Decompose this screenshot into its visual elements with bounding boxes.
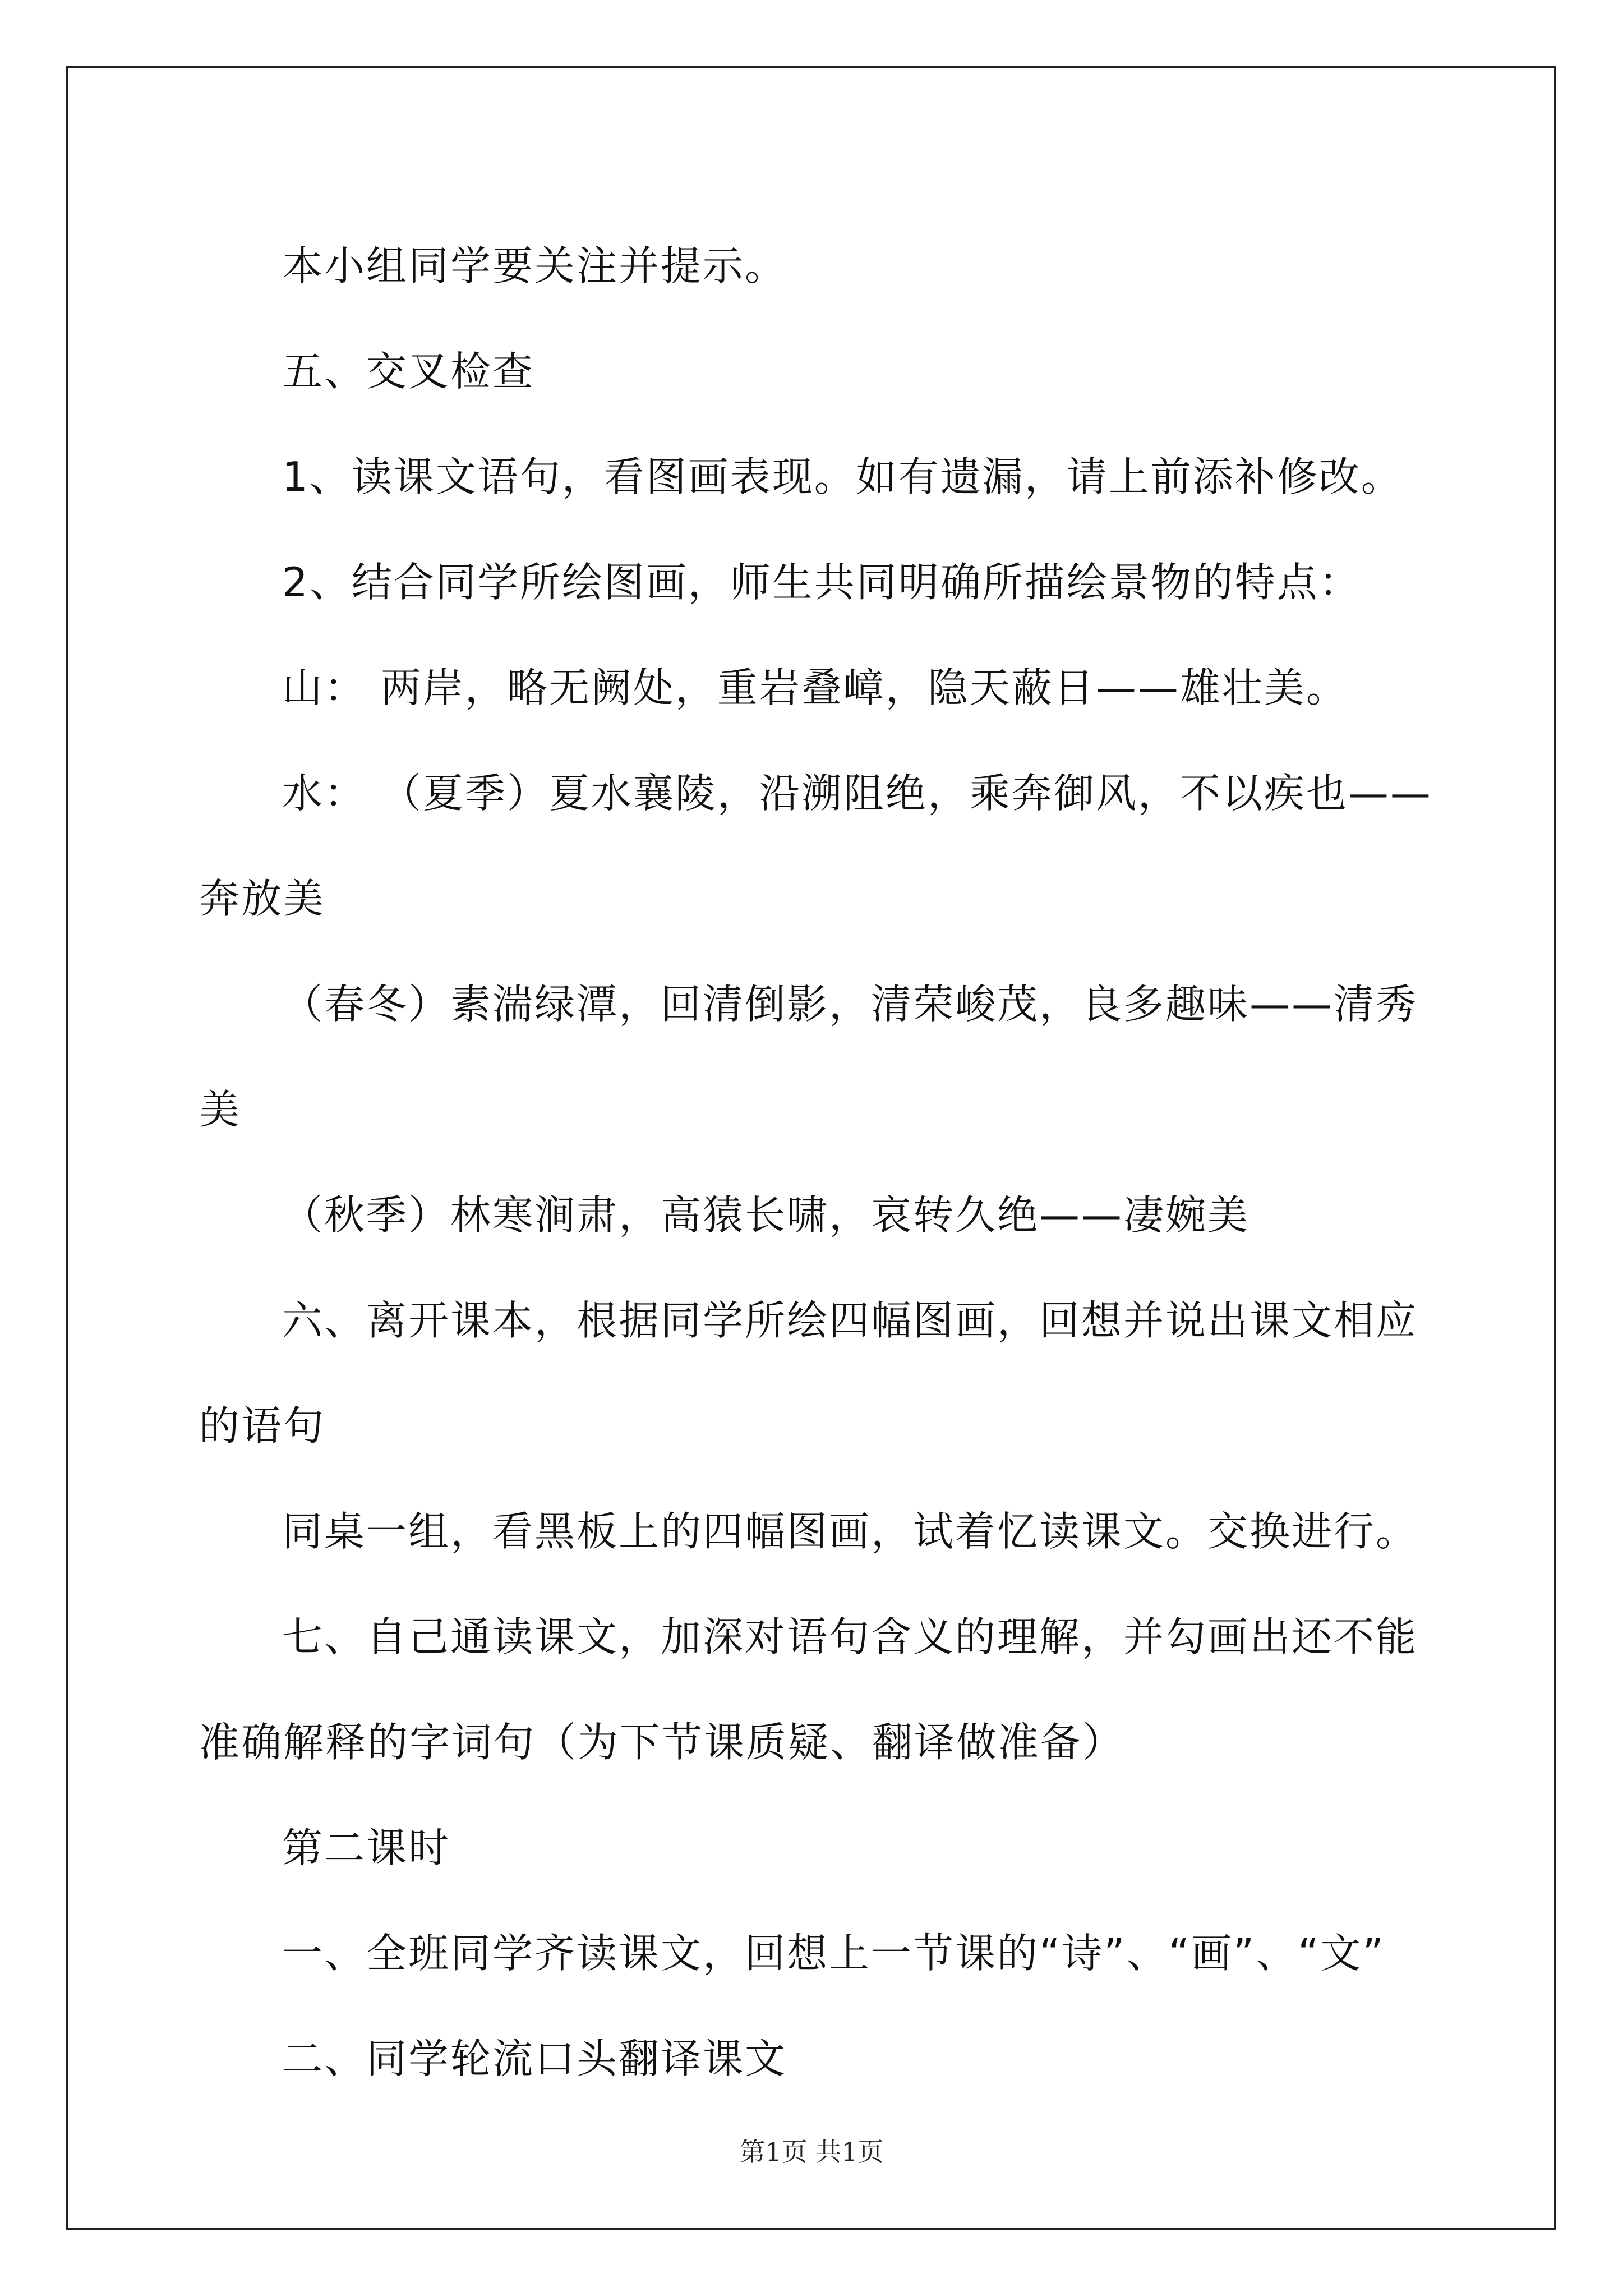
paragraph: （春冬）素湍绿潭，回清倒影，清荣峻茂，良多趣味——清秀美: [199, 981, 1418, 1133]
paragraph: 2、结合同学所绘图画，师生共同明确所描绘景物的特点：: [282, 559, 1361, 606]
paragraph: 本小组同学要关注并提示。: [282, 242, 787, 289]
section-heading: 六、离开课本，根据同学所绘四幅图画，回想并说出课文相应的语句: [199, 1297, 1418, 1450]
paragraph: 同桌一组，看黑板上的四幅图画，试着忆读课文。交换进行。: [282, 1508, 1418, 1555]
paragraph: （秋季）林寒涧肃，高猿长啸，哀转久绝——凄婉美: [282, 1191, 1250, 1239]
section-heading: 七、自己通读课文，加深对语句含义的理解，并勾画出还不能准确解释的字词句（为下节课质疑、翻译做准备）: [199, 1613, 1418, 1766]
section-heading: 第二课时: [282, 1824, 451, 1871]
paragraph: 山： 两岸，略无阙处，重岩叠嶂，隐天蔽日——雄壮美。: [282, 664, 1348, 711]
section-heading: 一、全班同学齐读课文，回想上一节课的“诗”、“画”、“文”: [282, 1930, 1385, 1977]
paragraph: 1、读课文语句，看图画表现。如有遗漏，请上前添补修改。: [282, 453, 1403, 500]
section-heading: 二、同学轮流口头翻译课文: [282, 2035, 787, 2082]
section-heading: 五、交叉检查: [282, 348, 535, 395]
page-footer: 第1页 共1页: [739, 2137, 884, 2167]
document-body: [199, 213, 1433, 2111]
paragraph: 水： （夏季）夏水襄陵，沿溯阻绝，乘奔御风，不以疾也——奔放美: [199, 770, 1432, 922]
